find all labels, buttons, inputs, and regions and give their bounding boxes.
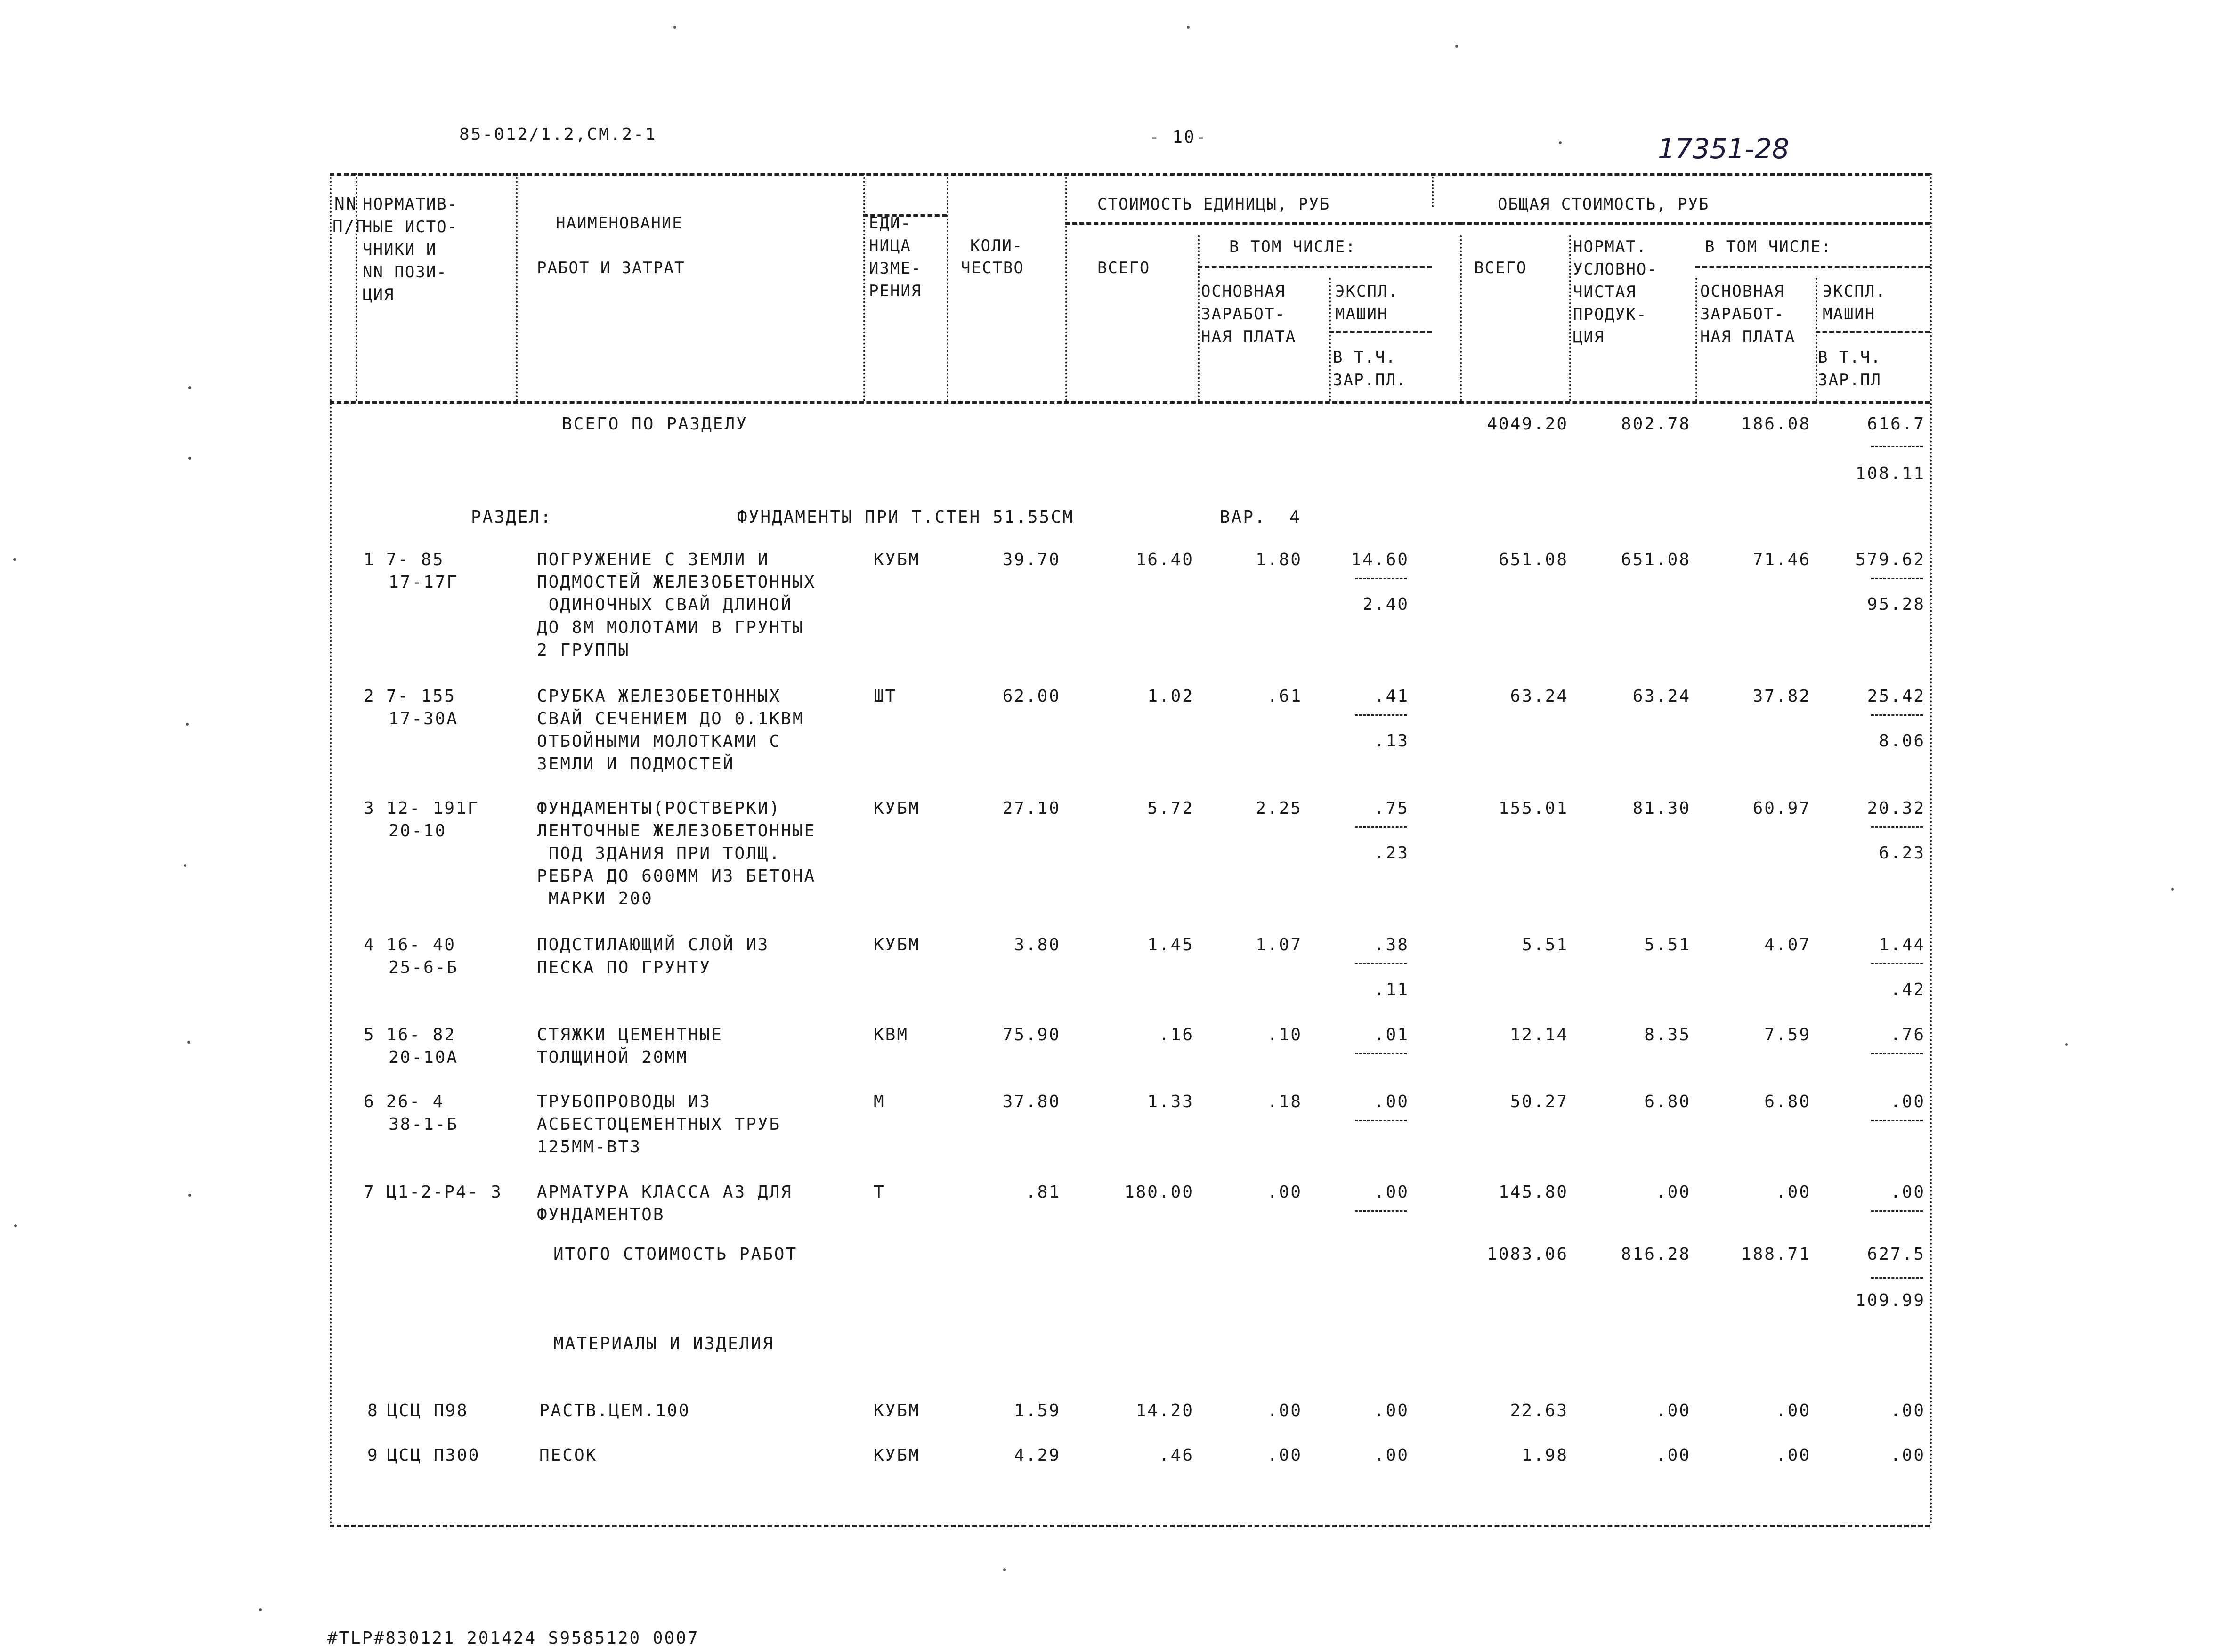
- row-total-normative: 5.51: [1644, 935, 1691, 955]
- sub-rule: [1355, 578, 1407, 579]
- row-total-wages: 60.97: [1752, 799, 1811, 818]
- row-total-wages: 7.59: [1764, 1025, 1811, 1045]
- material-unit-machines: .00: [1374, 1446, 1409, 1465]
- row-quantity: 62.00: [1002, 687, 1061, 706]
- row-unit-machines: .00: [1374, 1182, 1409, 1202]
- header-unit-incl: В ТОМ ЧИСЛЕ:: [1229, 237, 1356, 256]
- material-unit-cost: 14.20: [1135, 1401, 1194, 1420]
- table-right-rule: [1930, 173, 1932, 1525]
- column-rule: [1460, 235, 1462, 401]
- row-total-machines: 25.42: [1867, 687, 1925, 706]
- page-number: - 10-: [1149, 128, 1208, 147]
- material-unit-cost: .46: [1159, 1446, 1194, 1465]
- row-name-line: РЕБРА ДО 600ММ ИЗ БЕТОНА: [537, 866, 816, 886]
- column-rule: [1065, 173, 1067, 235]
- header-normative: УСЛОВНО-: [1573, 260, 1658, 279]
- header-normative: ПРОДУК-: [1573, 305, 1647, 324]
- row-total-machines: .00: [1890, 1182, 1925, 1202]
- material-total-normative: .00: [1655, 1446, 1691, 1465]
- header-total-incl: В ТОМ ЧИСЛЕ:: [1705, 237, 1832, 256]
- row-norm-code: 7- 155: [386, 687, 456, 706]
- row-unit-cost: 1.45: [1147, 935, 1194, 955]
- row-quantity: 37.80: [1002, 1092, 1061, 1111]
- material-code: ЦСЦ П300: [387, 1446, 480, 1465]
- header-unit-incl-wages: ЗАР.ПЛ.: [1333, 371, 1407, 389]
- column-rule: [1329, 278, 1331, 401]
- material-unit-wages: .00: [1267, 1446, 1302, 1465]
- sub-rule: [1871, 826, 1923, 828]
- row-norm-code: 16- 82: [386, 1025, 456, 1045]
- row-total-machine-wages: .42: [1890, 980, 1925, 999]
- header-normative: ЧИСТАЯ: [1573, 283, 1637, 301]
- table-rule: [1198, 266, 1432, 268]
- scan-speck: [188, 457, 191, 460]
- material-name: ПЕСОК: [539, 1446, 598, 1465]
- header-unit-wages: ЗАРАБОТ-: [1201, 305, 1286, 324]
- row-name-line: 2 ГРУППЫ: [537, 640, 630, 660]
- row-unit-cost: 1.33: [1147, 1092, 1194, 1111]
- row-total-machine-wages: 95.28: [1867, 595, 1925, 614]
- row-name-line: 125ММ-ВТ3: [537, 1137, 642, 1157]
- material-quantity: 1.59: [1014, 1401, 1061, 1420]
- row-total-normative: 6.80: [1644, 1092, 1691, 1111]
- scan-speck: [2171, 888, 2174, 891]
- row-total-cost: 50.27: [1510, 1092, 1568, 1111]
- material-total-normative: .00: [1655, 1401, 1691, 1420]
- row-unit-cost: 5.72: [1147, 799, 1194, 818]
- header-unit-cost: СТОИМОСТЬ ЕДИНИЦЫ, РУБ: [1097, 195, 1330, 214]
- row-total-machines: 579.62: [1855, 550, 1925, 569]
- row-total-cost: 145.80: [1498, 1182, 1568, 1202]
- header-name-2: РАБОТ И ЗАТРАТ: [537, 259, 685, 277]
- section-total-wages: 186.08: [1741, 414, 1811, 434]
- work-total-normative: 816.28: [1621, 1245, 1691, 1264]
- header-total-cost: ОБЩАЯ СТОИМОСТЬ, РУБ: [1498, 195, 1710, 214]
- section-total-normative: 802.78: [1621, 414, 1691, 434]
- section-variant: ВАР. 4: [1220, 508, 1301, 527]
- row-unit-cost: 1.02: [1147, 687, 1194, 706]
- row-norm-code-2: 20-10: [389, 821, 447, 841]
- header-norm-source: NN ПОЗИ-: [363, 263, 447, 282]
- row-quantity: 39.70: [1002, 550, 1061, 569]
- row-total-machines: .00: [1890, 1092, 1925, 1111]
- row-total-machine-wages: 6.23: [1879, 843, 1925, 863]
- row-norm-code: Ц1-2-Р4- 3: [386, 1182, 503, 1202]
- scan-speck: [1559, 141, 1562, 144]
- row-name-line: ДО 8М МОЛОТАМИ В ГРУНТЫ: [537, 618, 804, 637]
- sub-rule: [1871, 578, 1923, 579]
- table-rule: [1329, 331, 1432, 333]
- row-quantity: .81: [1025, 1182, 1061, 1202]
- sub-rule: [1871, 1210, 1923, 1212]
- material-total-machines: .00: [1890, 1446, 1925, 1465]
- row-number: 7: [364, 1182, 375, 1202]
- table-rule: [1816, 331, 1930, 333]
- work-total-machine-wages: 109.99: [1855, 1291, 1925, 1310]
- scan-speck: [188, 1194, 191, 1197]
- header-total-incl-wages: ЗАР.ПЛ: [1818, 371, 1881, 389]
- work-total-all: 1083.06: [1487, 1245, 1568, 1264]
- row-total-machine-wages: 8.06: [1879, 731, 1925, 751]
- scan-speck: [2065, 1043, 2068, 1046]
- row-unit-wages: 1.07: [1256, 935, 1302, 955]
- column-rule: [863, 173, 865, 401]
- scan-speck: [673, 26, 676, 29]
- sub-rule: [1871, 963, 1923, 964]
- row-unit-wages: .10: [1267, 1025, 1302, 1045]
- row-quantity: 75.90: [1002, 1025, 1061, 1045]
- section-total-machines: 616.7: [1867, 414, 1925, 434]
- material-total-cost: 1.98: [1522, 1446, 1568, 1465]
- scan-speck: [188, 386, 191, 389]
- row-number: 6: [364, 1092, 375, 1111]
- row-total-cost: 12.14: [1510, 1025, 1568, 1045]
- row-total-normative: 63.24: [1632, 687, 1691, 706]
- header-total-incl-wages: В Т.Ч.: [1818, 348, 1881, 367]
- row-total-cost: 155.01: [1498, 799, 1568, 818]
- row-name-line: ОТБОЙНЫМИ МОЛОТКАМИ С: [537, 732, 781, 751]
- row-unit-machines: .41: [1374, 687, 1409, 706]
- row-name-line: МАРКИ 200: [537, 889, 653, 908]
- row-name-line: ПОДСТИЛАЮЩИЙ СЛОЙ ИЗ: [537, 935, 770, 955]
- sub-rule: [1871, 714, 1923, 716]
- sub-rule: [1871, 1120, 1923, 1121]
- material-code: ЦСЦ П98: [387, 1401, 469, 1420]
- column-rule: [1695, 278, 1697, 401]
- row-unit-machines: .00: [1374, 1092, 1409, 1111]
- row-total-normative: 651.08: [1621, 550, 1691, 569]
- column-rule: [1432, 173, 1434, 207]
- row-number: 2: [364, 687, 375, 706]
- row-unit-machine-wages: .23: [1374, 843, 1409, 863]
- row-total-normative: 8.35: [1644, 1025, 1691, 1045]
- material-unit: КУБМ: [874, 1401, 920, 1420]
- row-unit-machine-wages: 2.40: [1362, 595, 1409, 614]
- column-rule: [1569, 235, 1571, 401]
- row-quantity: 3.80: [1014, 935, 1061, 955]
- sub-rule: [1871, 1277, 1923, 1279]
- row-unit-wages: 1.80: [1256, 550, 1302, 569]
- section-total-all: 4049.20: [1487, 414, 1568, 434]
- row-number: 4: [364, 935, 375, 955]
- table-left-rule: [330, 173, 332, 1525]
- row-total-wages: 37.82: [1752, 687, 1811, 706]
- row-total-machines: 1.44: [1879, 935, 1925, 955]
- section-total-label: ВСЕГО ПО РАЗДЕЛУ: [562, 414, 748, 434]
- material-total-cost: 22.63: [1510, 1401, 1568, 1420]
- header-total-wages: ЗАРАБОТ-: [1700, 305, 1785, 324]
- row-unit: КУБМ: [874, 935, 920, 955]
- header-unit-incl-wages: В Т.Ч.: [1333, 348, 1396, 367]
- header-unit-wages: НАЯ ПЛАТА: [1201, 327, 1297, 346]
- row-norm-code: 16- 40: [386, 935, 456, 955]
- material-number: 9: [367, 1446, 379, 1465]
- row-unit-machine-wages: .13: [1374, 731, 1409, 751]
- header-unit: РЕНИЯ: [869, 282, 922, 300]
- row-name-line: ЛЕНТОЧНЫЕ ЖЕЛЕЗОБЕТОННЫЕ: [537, 821, 816, 841]
- scan-speck: [1003, 1568, 1006, 1571]
- row-total-cost: 63.24: [1510, 687, 1568, 706]
- row-total-wages: .00: [1775, 1182, 1811, 1202]
- header-norm-source: ЧНИКИ И: [363, 240, 437, 259]
- header-name: НАИМЕНОВАНИЕ: [556, 214, 683, 233]
- row-name-line: АСБЕСТОЦЕМЕНТНЫХ ТРУБ: [537, 1115, 781, 1134]
- sub-rule: [1355, 1053, 1407, 1054]
- row-unit-wages: 2.25: [1256, 799, 1302, 818]
- row-norm-code-2: 25-6-Б: [389, 958, 459, 977]
- row-total-normative: 81.30: [1632, 799, 1691, 818]
- column-rule: [516, 173, 518, 401]
- header-norm-source: НОРМАТИВ-: [363, 195, 458, 214]
- header-normative: ЦИЯ: [1573, 328, 1605, 347]
- row-total-machines: .76: [1890, 1025, 1925, 1045]
- header-pp: П/П: [332, 217, 368, 236]
- sub-rule: [1355, 1210, 1407, 1212]
- scan-speck: [14, 1224, 17, 1227]
- header-bottom-rule: [330, 401, 1930, 404]
- material-quantity: 4.29: [1014, 1446, 1061, 1465]
- print-code-footer: #TLP#830121 201424 S9585120 0007: [327, 1628, 699, 1648]
- row-name-line: ФУНДАМЕНТЫ(РОСТВЕРКИ): [537, 799, 781, 818]
- row-unit-cost: 180.00: [1124, 1182, 1194, 1202]
- row-norm-code: 12- 191Г: [386, 799, 479, 818]
- header-qty: КОЛИ-: [970, 236, 1023, 255]
- section-label: РАЗДЕЛ:: [471, 508, 552, 527]
- row-total-cost: 5.51: [1522, 935, 1568, 955]
- material-total-wages: .00: [1775, 1401, 1811, 1420]
- header-unit-machines: МАШИН: [1335, 305, 1388, 324]
- sub-rule: [1871, 1053, 1923, 1054]
- table-rule: [1695, 266, 1930, 268]
- row-norm-code-2: 17-30А: [389, 709, 459, 729]
- header-norm-source: ЦИЯ: [363, 285, 395, 304]
- header-unit: ЕДИ-: [869, 214, 911, 233]
- table-top-rule: [330, 173, 1930, 176]
- row-name-line: ТОЛЩИНОЙ 20ММ: [537, 1048, 688, 1067]
- row-name-line: ПОД ЗДАНИЯ ПРИ ТОЛЩ.: [537, 844, 781, 863]
- row-unit: КВМ: [874, 1025, 909, 1045]
- header-total-machines: ЭКСПЛ.: [1823, 282, 1886, 301]
- row-unit-machines: .38: [1374, 935, 1409, 955]
- row-number: 1: [364, 550, 375, 569]
- material-total-wages: .00: [1775, 1446, 1811, 1465]
- material-unit-machines: .00: [1374, 1401, 1409, 1420]
- row-name-line: СРУБКА ЖЕЛЕЗОБЕТОННЫХ: [537, 687, 781, 706]
- row-norm-code: 26- 4: [386, 1092, 445, 1111]
- sub-rule: [1355, 963, 1407, 964]
- column-rule: [947, 173, 948, 401]
- row-name-line: СВАЙ СЕЧЕНИЕМ ДО 0.1КВМ: [537, 709, 804, 729]
- row-unit-wages: .61: [1267, 687, 1302, 706]
- header-norm-source: НЫЕ ИСТО-: [363, 218, 458, 236]
- sub-rule: [1355, 826, 1407, 828]
- unit-cost-rule: [1065, 222, 1460, 225]
- row-name-line: ПЕСКА ПО ГРУНТУ: [537, 958, 712, 977]
- header-normative: НОРМАТ.: [1573, 237, 1647, 256]
- row-unit-machine-wages: .11: [1374, 980, 1409, 999]
- materials-heading: МАТЕРИАЛЫ И ИЗДЕЛИЯ: [553, 1334, 774, 1353]
- row-unit: М: [874, 1092, 885, 1111]
- header-total-machines: МАШИН: [1823, 305, 1876, 324]
- row-total-wages: 6.80: [1764, 1092, 1811, 1111]
- handwritten-number: 17351-28: [1658, 133, 1790, 165]
- row-total-normative: .00: [1655, 1182, 1691, 1202]
- scan-speck: [184, 864, 186, 867]
- row-number: 5: [364, 1025, 375, 1045]
- material-name: РАСТВ.ЦЕМ.100: [539, 1401, 690, 1420]
- row-name-line: ПОГРУЖЕНИЕ С ЗЕМЛИ И: [537, 550, 770, 569]
- column-rule: [1198, 235, 1200, 401]
- header-unit: НИЦА: [869, 236, 911, 255]
- column-rule: [1816, 278, 1817, 401]
- work-total-wages: 188.71: [1741, 1245, 1811, 1264]
- sub-rule: [1355, 1120, 1407, 1121]
- material-unit-wages: .00: [1267, 1401, 1302, 1420]
- table-bottom-rule: [330, 1525, 1930, 1527]
- row-total-cost: 651.08: [1498, 550, 1568, 569]
- material-unit: КУБМ: [874, 1446, 920, 1465]
- scan-speck: [13, 558, 16, 561]
- scan-speck: [186, 723, 189, 726]
- row-unit-machines: .01: [1374, 1025, 1409, 1045]
- row-total-wages: 4.07: [1764, 935, 1811, 955]
- total-cost-rule: [1460, 222, 1930, 225]
- row-quantity: 27.10: [1002, 799, 1061, 818]
- row-unit-wages: .00: [1267, 1182, 1302, 1202]
- row-name-line: ПОДМОСТЕЙ ЖЕЛЕЗОБЕТОННЫХ: [537, 573, 816, 592]
- row-unit-wages: .18: [1267, 1092, 1302, 1111]
- scan-speck: [1187, 26, 1190, 29]
- material-number: 8: [367, 1401, 379, 1420]
- sub-rule: [1355, 714, 1407, 716]
- work-total-machines: 627.5: [1867, 1245, 1925, 1264]
- header-unit-machines: ЭКСПЛ.: [1335, 282, 1399, 301]
- row-unit-machines: 14.60: [1351, 550, 1409, 569]
- row-total-wages: 71.46: [1752, 550, 1811, 569]
- row-number: 3: [364, 799, 375, 818]
- row-unit-machines: .75: [1374, 799, 1409, 818]
- section-total-machine-wages: 108.11: [1855, 464, 1925, 483]
- row-unit: ШТ: [874, 687, 897, 706]
- header-unit-total: ВСЕГО: [1097, 259, 1151, 277]
- header-total-total: ВСЕГО: [1474, 259, 1527, 277]
- document-code: 85-012/1.2,CM.2-1: [459, 125, 657, 144]
- row-unit: КУБМ: [874, 550, 920, 569]
- row-unit: КУБМ: [874, 799, 920, 818]
- row-norm-code-2: 20-10А: [389, 1048, 459, 1067]
- row-name-line: СТЯЖКИ ЦЕМЕНТНЫЕ: [537, 1025, 723, 1045]
- row-norm-code: 7- 85: [386, 550, 445, 569]
- row-norm-code-2: 38-1-Б: [389, 1115, 459, 1134]
- row-name-line: ЗЕМЛИ И ПОДМОСТЕЙ: [537, 754, 735, 774]
- header-unit: ИЗМЕ-: [869, 259, 922, 278]
- row-unit: Т: [874, 1182, 885, 1202]
- header-total-wages: ОСНОВНАЯ: [1700, 282, 1785, 301]
- header-nn: NN: [334, 194, 358, 214]
- header-unit-wages: ОСНОВНАЯ: [1201, 282, 1286, 301]
- section-title: ФУНДАМЕНТЫ ПРИ Т.СТЕН 51.55СМ: [737, 508, 1074, 527]
- work-total-label: ИТОГО СТОИМОСТЬ РАБОТ: [553, 1245, 798, 1264]
- scan-speck: [187, 1041, 190, 1044]
- sub-rule: [1871, 446, 1923, 447]
- scan-speck: [1455, 45, 1458, 48]
- row-norm-code-2: 17-17Г: [389, 573, 459, 592]
- row-name-line: ТРУБОПРОВОДЫ ИЗ: [537, 1092, 712, 1111]
- header-total-wages: НАЯ ПЛАТА: [1700, 327, 1796, 346]
- material-total-machines: .00: [1890, 1401, 1925, 1420]
- header-qty-2: ЧЕСТВО: [961, 259, 1024, 277]
- row-unit-cost: 16.40: [1135, 550, 1194, 569]
- row-name-line: ОДИНОЧНЫХ СВАЙ ДЛИНОЙ: [537, 595, 793, 615]
- scan-speck: [259, 1608, 262, 1611]
- row-name-line: АРМАТУРА КЛАССА А3 ДЛЯ: [537, 1182, 793, 1202]
- row-name-line: ФУНДАМЕНТОВ: [537, 1205, 665, 1224]
- row-total-machines: 20.32: [1867, 799, 1925, 818]
- row-unit-cost: .16: [1159, 1025, 1194, 1045]
